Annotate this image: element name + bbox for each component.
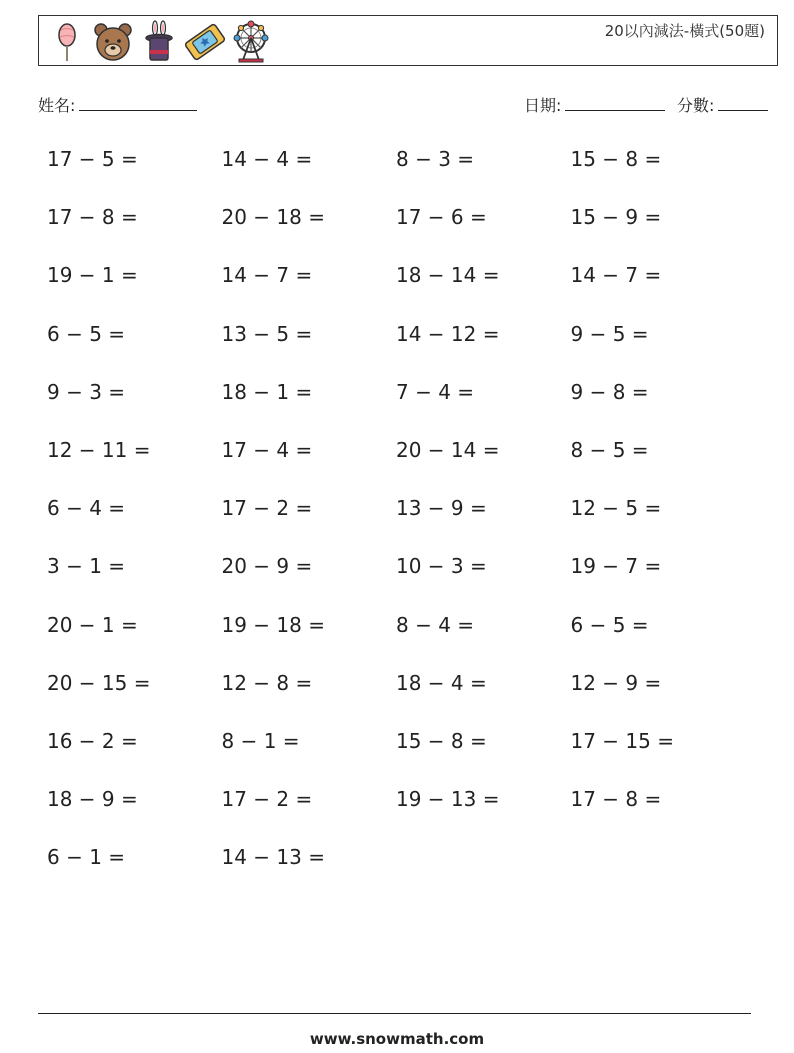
- problem-item: 9 − 3 =: [47, 379, 126, 404]
- problem-item: 14 − 7 =: [221, 263, 313, 288]
- date-label: 日期:: [524, 96, 562, 115]
- problem-row: [47, 787, 767, 845]
- problem-row: [47, 671, 767, 729]
- problem-row: [47, 322, 767, 380]
- problem-row: [47, 496, 767, 554]
- problem-grid: [47, 147, 767, 903]
- name-label: 姓名:: [38, 96, 76, 115]
- problem-item: 14 − 12 =: [396, 321, 500, 346]
- problem-item: 19 − 1 =: [47, 263, 138, 288]
- problem-row: [47, 845, 767, 903]
- problem-item: 6 − 1 =: [47, 845, 126, 870]
- problem-item: 20 − 15 =: [47, 670, 151, 695]
- problem-item: 18 − 4 =: [396, 670, 487, 695]
- problem-row: [47, 263, 767, 321]
- problem-item: 14 − 13 =: [221, 845, 325, 870]
- problem-item: 17 − 2 =: [221, 787, 313, 812]
- problem-row: [47, 205, 767, 263]
- problem-item: 12 − 9 =: [570, 670, 662, 695]
- problem-item: 17 − 4 =: [221, 437, 313, 462]
- problem-item: 19 − 7 =: [570, 554, 662, 579]
- problem-item: 6 − 4 =: [47, 496, 126, 521]
- problem-item: 10 − 3 =: [396, 554, 487, 579]
- problem-item: 8 − 1 =: [221, 728, 300, 753]
- problem-item: 6 − 5 =: [570, 612, 649, 637]
- problem-item: 17 − 5 =: [47, 147, 138, 171]
- worksheet-header: [38, 15, 778, 66]
- problem-row: [47, 613, 767, 671]
- problem-item: 15 − 8 =: [396, 728, 487, 753]
- worksheet-title: 20以內減法-橫式(50題): [604, 22, 765, 40]
- problem-item: 6 − 5 =: [47, 321, 126, 346]
- cotton-candy-icon: [47, 20, 87, 64]
- problem-item: 18 − 14 =: [396, 263, 500, 288]
- footer-website: www.snowmath.com: [309, 1030, 485, 1048]
- bear-face-icon: [93, 20, 133, 64]
- problem-item: 15 − 8 =: [570, 147, 662, 171]
- problem-row: [47, 147, 767, 205]
- problem-item: 14 − 7 =: [570, 263, 662, 288]
- problem-item: 8 − 3 =: [396, 147, 475, 171]
- score-label: 分數:: [677, 96, 715, 115]
- problem-item: 13 − 5 =: [221, 321, 313, 346]
- problem-row: [47, 438, 767, 496]
- problem-item: 20 − 14 =: [396, 437, 500, 462]
- ferris-wheel-icon: [231, 20, 271, 64]
- problem-item: 3 − 1 =: [47, 554, 126, 579]
- problem-item: 7 − 4 =: [396, 379, 475, 404]
- score-blank[interactable]: [718, 96, 768, 111]
- name-field[interactable]: [38, 93, 197, 116]
- problem-item: [396, 845, 571, 903]
- problem-item: 19 − 18 =: [221, 612, 325, 637]
- problem-item: 9 − 5 =: [570, 321, 649, 346]
- problem-item: [571, 845, 746, 903]
- problem-item: 8 − 4 =: [396, 612, 475, 637]
- problem-item: 17 − 2 =: [221, 496, 313, 521]
- score-field[interactable]: [677, 93, 768, 116]
- problem-item: 9 − 8 =: [570, 379, 649, 404]
- problem-item: 20 − 18 =: [221, 205, 325, 230]
- problem-item: 14 − 4 =: [221, 147, 313, 171]
- problem-row: [47, 380, 767, 438]
- problem-item: 20 − 1 =: [47, 612, 138, 637]
- problem-item: 17 − 15 =: [570, 728, 674, 753]
- problem-item: 12 − 5 =: [570, 496, 662, 521]
- date-field[interactable]: [524, 93, 665, 116]
- problem-item: 8 − 5 =: [570, 437, 649, 462]
- problem-item: 20 − 9 =: [221, 554, 313, 579]
- magic-hat-icon: [139, 20, 179, 64]
- problem-item: 18 − 9 =: [47, 787, 138, 812]
- problem-item: 17 − 8 =: [570, 787, 662, 812]
- problem-item: 18 − 1 =: [221, 379, 313, 404]
- problem-item: 17 − 6 =: [396, 205, 487, 230]
- problem-row: [47, 729, 767, 787]
- problem-item: 12 − 11 =: [47, 437, 151, 462]
- problem-item: 15 − 9 =: [570, 205, 662, 230]
- problem-item: 16 − 2 =: [47, 728, 138, 753]
- problem-row: [47, 554, 767, 612]
- problem-item: 17 − 8 =: [47, 205, 138, 230]
- footer-divider: [38, 1013, 751, 1014]
- icon-strip: [47, 20, 271, 64]
- problem-item: 13 − 9 =: [396, 496, 487, 521]
- problem-item: 12 − 8 =: [221, 670, 313, 695]
- date-blank[interactable]: [565, 96, 665, 111]
- name-blank[interactable]: [79, 96, 197, 111]
- ticket-icon: [185, 20, 225, 64]
- problem-item: 19 − 13 =: [396, 787, 500, 812]
